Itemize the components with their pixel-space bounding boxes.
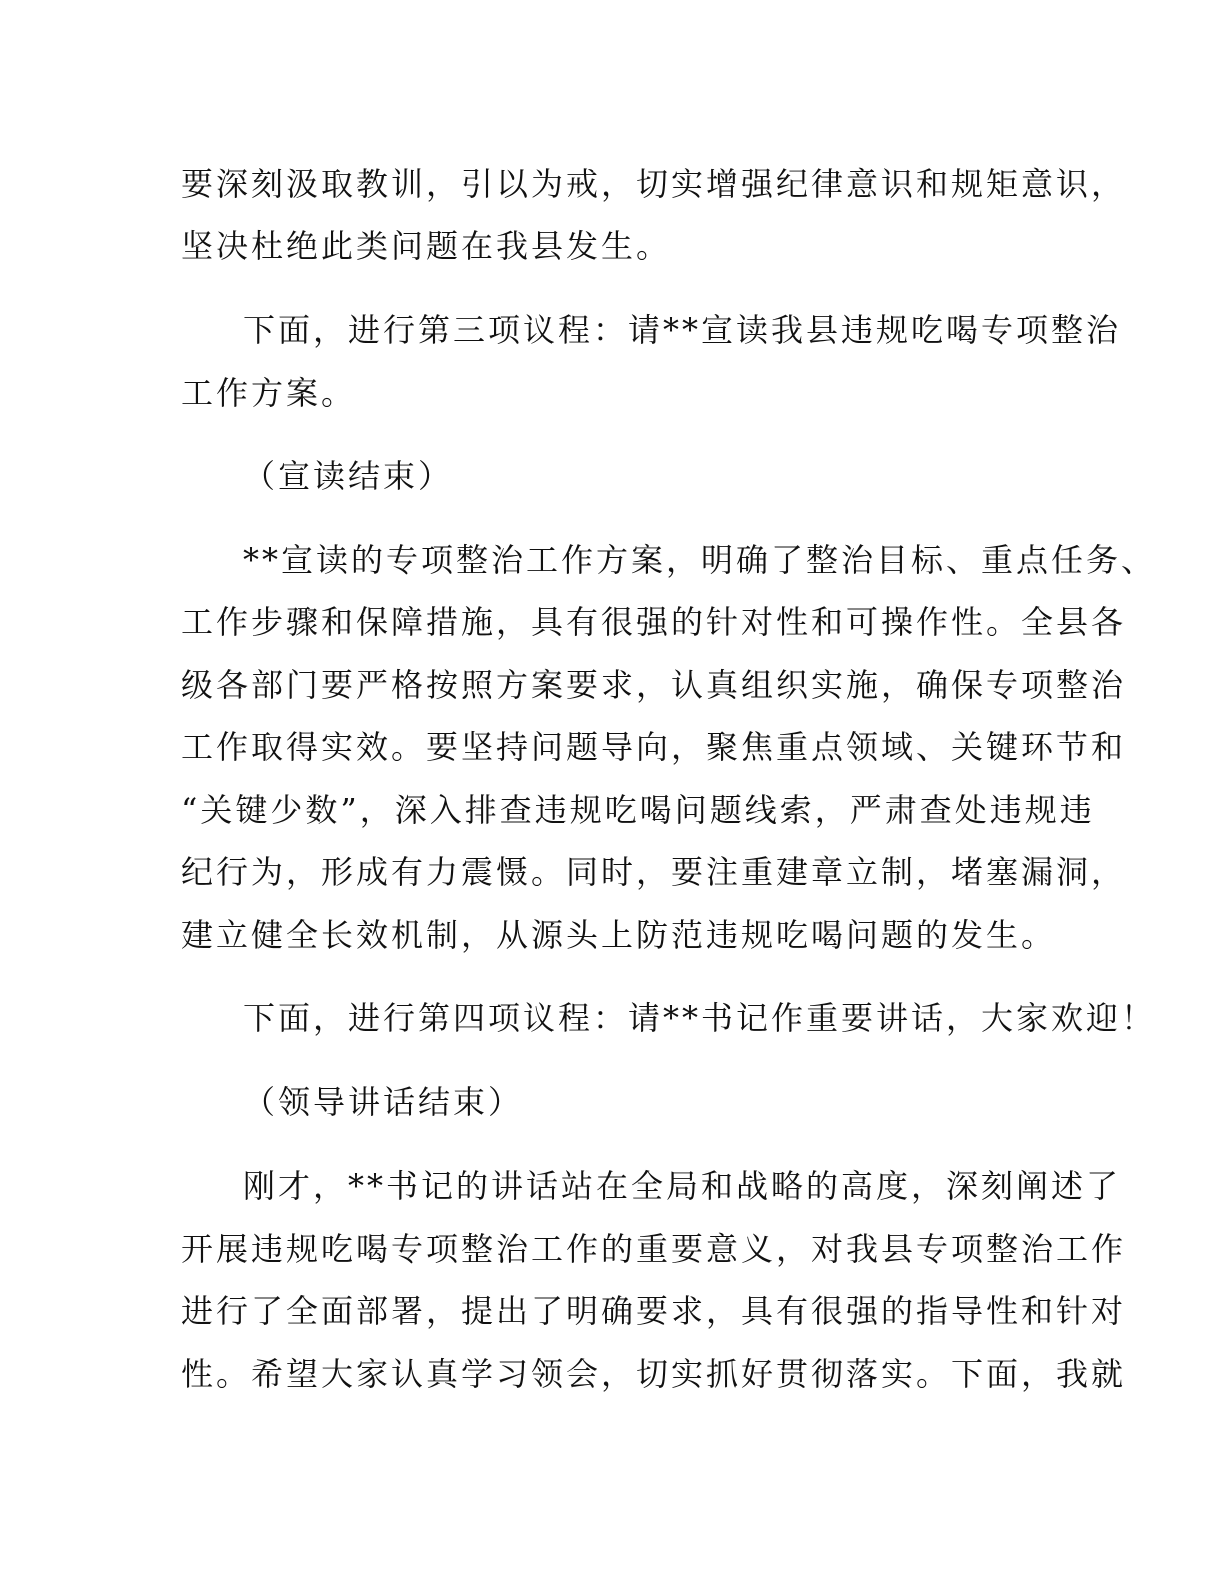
text-line: 纪行为，形成有力震慑。同时，要注重建章立制，堵塞漏洞， — [181, 853, 1127, 891]
text-line: 要深刻汲取教训，引以为戒，切实增强纪律意识和规矩意识， — [181, 165, 1127, 203]
text-line: 刚才，**书记的讲话站在全局和战略的高度，深刻阐述了 — [243, 1167, 1122, 1205]
text-line: 工作取得实效。要坚持问题导向，聚焦重点领域、关键环节和 — [181, 728, 1127, 766]
text-line: 工作方案。 — [181, 374, 357, 412]
text-line: 建立健全长效机制，从源头上防范违规吃喝问题的发生。 — [181, 916, 1057, 954]
text-line: （宣读结束） — [243, 457, 454, 495]
text-line: 工作步骤和保障措施，具有很强的针对性和可操作性。全县各 — [181, 603, 1127, 641]
text-line: **宣读的专项整治工作方案，明确了整治目标、重点任务、 — [243, 541, 1157, 579]
text-line: 进行了全面部署，提出了明确要求，具有很强的指导性和针对 — [181, 1292, 1127, 1330]
text-line: （领导讲话结束） — [243, 1083, 524, 1121]
text-line: 级各部门要严格按照方案要求，认真组织实施，确保专项整治 — [181, 666, 1127, 704]
text-line: 下面，进行第四项议程：请**书记作重要讲话，大家欢迎！ — [243, 999, 1157, 1037]
text-line: 开展违规吃喝专项整治工作的重要意义，对我县专项整治工作 — [181, 1230, 1127, 1268]
text-line: 坚决杜绝此类问题在我县发生。 — [181, 227, 672, 265]
text-line: 下面，进行第三项议程：请**宣读我县违规吃喝专项整治 — [243, 311, 1122, 349]
text-line: 性。希望大家认真学习领会，切实抓好贯彻落实。下面，我就 — [181, 1355, 1127, 1393]
text-line: “关键少数”，深入排查违规吃喝问题线索，严肃查处违规违 — [181, 791, 1095, 829]
